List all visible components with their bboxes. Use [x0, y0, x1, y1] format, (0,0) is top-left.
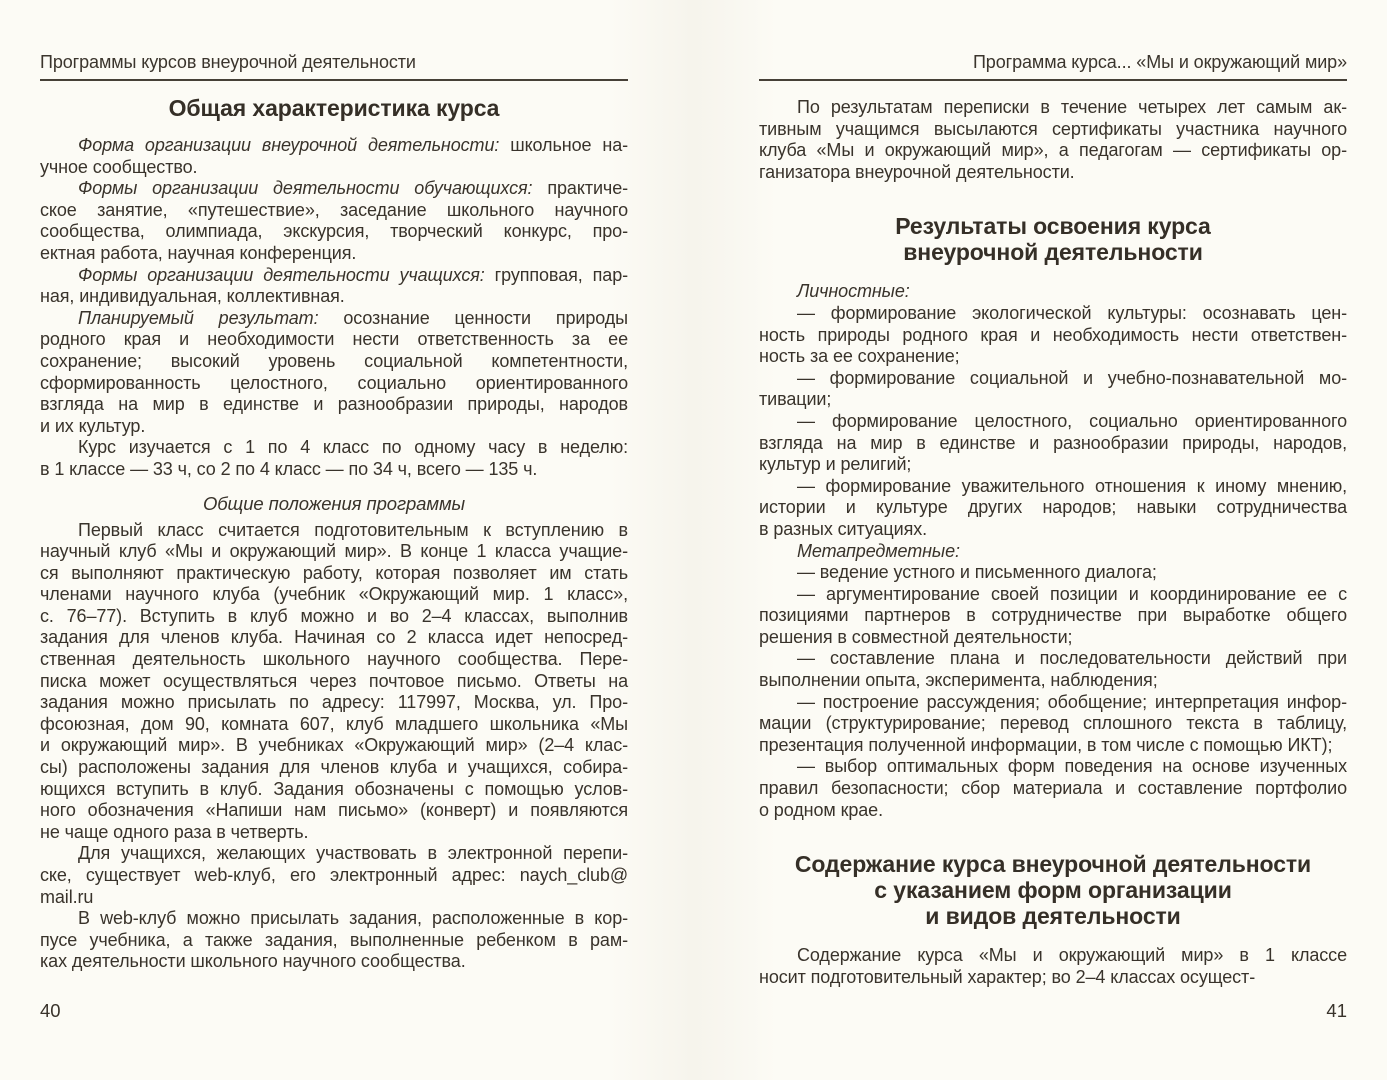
text-line: в 1 классе — 33 ч, со 2 по 4 класс — по 34 ч, всего — 135 ч.: [40, 458, 538, 479]
paragraph: [759, 281, 1347, 303]
text-line: — формирование экологической культуры: осознавать цен-: [797, 302, 1347, 323]
text-line: с указанием форм организации: [874, 877, 1232, 904]
page-number: 40: [40, 1000, 61, 1021]
text-line: ность за ее сохранение;: [759, 346, 960, 367]
paragraph: [40, 437, 628, 480]
text-line: членами научного клуба (учебник «Окружающий мир. 1 класс»,: [40, 584, 628, 605]
paragraph: [759, 476, 1347, 541]
text-line: взгляда на мир в единстве и разнообразии природы, народов,: [759, 432, 1347, 453]
paragraph: [40, 520, 628, 844]
paragraph: [759, 541, 1347, 563]
paragraph: [40, 843, 628, 908]
text-line: выполнении опыта, эксперимента, наблюдения;: [759, 670, 1158, 691]
section-heading: [40, 95, 628, 121]
page-header: [759, 0, 1347, 81]
page-header: [40, 0, 628, 81]
paragraph: [759, 303, 1347, 368]
text-line: презентация полученной информации, в том числе с помощью ИКТ);: [759, 734, 1333, 755]
text-line: сы) расположены задания для членов клуба и учащихся, собира-: [40, 757, 628, 778]
text-line: — построение рассуждения; обобщение; интерпретация инфор-: [797, 691, 1347, 712]
text-line: Формы организации деятельности учащихся: групповая, пар-: [78, 264, 628, 285]
page-number: 41: [1326, 1000, 1347, 1021]
text-line: учное сообщество.: [40, 156, 198, 177]
text-line: ющихся вступить в клуб. Задания обозначены с помощью услов-: [40, 778, 628, 799]
text-line: пусе учебника, а также задания, выполненные ребенком в рам-: [40, 929, 628, 950]
text-line: ганизатора внеурочной деятельности.: [759, 161, 1075, 182]
text-line: и видов деятельности: [925, 903, 1181, 930]
text-line: — формирование социальной и учебно-познавательной мо-: [797, 367, 1347, 388]
text-line: о родном крае.: [759, 799, 883, 820]
text-line: в разных ситуациях.: [759, 518, 928, 539]
text-line: — составление плана и последовательности действий при: [797, 648, 1347, 669]
header-rule: [40, 79, 628, 81]
paragraph: [40, 265, 628, 308]
text-line: В web-клуб можно присылать задания, расположенные в кор-: [78, 908, 628, 929]
text-line: По результатам переписки в течение четырех лет самым ак-: [797, 97, 1347, 117]
text-line: сохранение; высокий уровень социальной компетентности,: [40, 350, 628, 371]
section-heading: [759, 213, 1347, 265]
paragraph: [759, 97, 1347, 183]
text-line: ектная работа, научная конференция.: [40, 242, 357, 263]
paragraph: [40, 178, 628, 264]
running-head: Программа курса... «Мы и окружающий мир»: [972, 52, 1347, 72]
text-line: научный клуб «Мы и окружающий мир». В конце 1 класса учащие-: [40, 541, 628, 562]
text-line: не чаще одного раза в четверть.: [40, 821, 309, 842]
text-line: носит подготовительный характер; во 2–4 классах осущест-: [759, 966, 1256, 987]
text-line: — формирование целостного, социально ориентированного: [797, 410, 1347, 431]
text-line: Планируемый результат: осознание ценности природы: [78, 307, 628, 328]
text-line: Содержание курса «Мы и окружающий мир» в 1 классе: [797, 945, 1347, 966]
paragraph: [40, 308, 628, 438]
text-line: Результаты освоения курса: [895, 213, 1211, 240]
text-line: mail.ru: [40, 886, 94, 907]
text-line: решения в совместной деятельности;: [759, 626, 1073, 647]
text-line: тивации;: [759, 389, 832, 410]
text-line: задания для членов клуба. Начиная со 2 класса идет непосред-: [40, 627, 628, 648]
subsection-heading: [40, 493, 628, 515]
text-line: писка может осуществляться через почтовое письмо. Ответы на: [40, 670, 628, 691]
text-line: позициями партнеров в сотрудничестве при выработке общего: [759, 605, 1347, 626]
paragraph: [40, 908, 628, 973]
page-content: [40, 95, 628, 973]
paragraph: [759, 411, 1347, 476]
page-right: [759, 0, 1347, 1080]
text-line: с. 76–77). Вступить в клуб можно и во 2–4 классах, выполнив: [40, 605, 628, 626]
text-line: Содержание курса внеурочной деятельности: [794, 851, 1312, 878]
text-line: тивным учащимся высылаются сертификаты участника научного: [759, 118, 1347, 139]
text-line: — выбор оптимальных форм поведения на основе изученных: [797, 756, 1347, 777]
text-line: родного края и необходимости нести ответственность за ее: [40, 329, 628, 350]
text-line: культур и религий;: [759, 454, 912, 475]
text-line: — аргументирование своей позиции и координирование ее с: [797, 583, 1347, 604]
text-line: сообщества, олимпиада, экскурсия, творческий конкурс, про-: [40, 221, 628, 242]
text-line: сформированность целостного, социально ориентированного: [40, 372, 628, 393]
text-line: клуба «Мы и окружающий мир», а педагогам — сертификаты ор-: [759, 140, 1347, 161]
text-line: Форма организации внеурочной деятельности: школьное на-: [78, 135, 629, 155]
running-head: Программы курсов внеурочной деятельности: [40, 52, 416, 72]
text-line: — формирование уважительного отношения к иному мнению,: [797, 475, 1347, 496]
text-line: ское занятие, «путешествие», заседание школьного научного: [40, 199, 628, 220]
text-line: ся выполняют практическую работу, которая позволяет им стать: [40, 562, 628, 583]
text-line: — ведение устного и письменного диалога;: [797, 562, 1157, 583]
header-rule: [759, 79, 1347, 81]
text-line: фсоюзная, дом 90, комната 607, клуб младшего школьника «Мы: [40, 713, 628, 734]
text-line: Личностные:: [797, 281, 910, 302]
text-line: задания можно присылать по адресу: 117997, Москва, ул. Про-: [40, 692, 628, 713]
text-line: взгляда на мир в единстве и разнообразии природы, народов: [40, 394, 628, 415]
text-line: Для учащихся, желающих участвовать в электронной перепи-: [78, 843, 628, 864]
paragraph: [759, 584, 1347, 649]
paragraph: [759, 368, 1347, 411]
text-line: ках деятельности школьного научного сообщества.: [40, 951, 466, 972]
text-line: истории и культуре других народов; навыки сотрудничества: [759, 497, 1347, 518]
text-line: и окружающий мир». В учебниках «Окружающий мир» (2–4 клас-: [40, 735, 628, 756]
text-line: Курс изучается с 1 по 4 класс по одному часу в неделю:: [78, 437, 628, 458]
paragraph: [759, 692, 1347, 757]
text-line: правил безопасности; сбор материала и составление портфолио: [759, 778, 1347, 799]
text-line: Общие положения программы: [202, 492, 466, 514]
paragraph: [759, 756, 1347, 821]
paragraph: [759, 945, 1347, 988]
text-line: ске, существует web-клуб, его электронный адрес: naych_club@: [40, 865, 628, 885]
text-line: ная, индивидуальная, коллективная.: [40, 286, 345, 307]
text-line: мации (структурирование; перевод сплошного текста в таблицу,: [759, 713, 1347, 734]
page-content: [759, 97, 1347, 988]
text-line: Формы организации деятельности обучающихся: практиче-: [78, 178, 628, 199]
page-left: [40, 0, 628, 1080]
text-line: Метапредметные:: [797, 540, 960, 561]
paragraph: [759, 562, 1347, 584]
paragraph: [40, 135, 628, 178]
text-line: Первый класс считается подготовительным к вступлению в: [78, 519, 628, 540]
section-heading: [759, 851, 1347, 929]
text-line: ного обозначения «Напиши нам письмо» (конверт) и появляются: [40, 800, 628, 821]
text-line: ственная деятельность школьного научного сообщества. Пере-: [40, 649, 628, 670]
text-line: и их культур.: [40, 415, 146, 436]
text-line: внеурочной деятельности: [903, 239, 1203, 266]
text-line: Общая характеристика курса: [168, 95, 500, 121]
text-line: ность природы родного края и необходимость нести ответствен-: [759, 324, 1347, 345]
paragraph: [759, 648, 1347, 691]
